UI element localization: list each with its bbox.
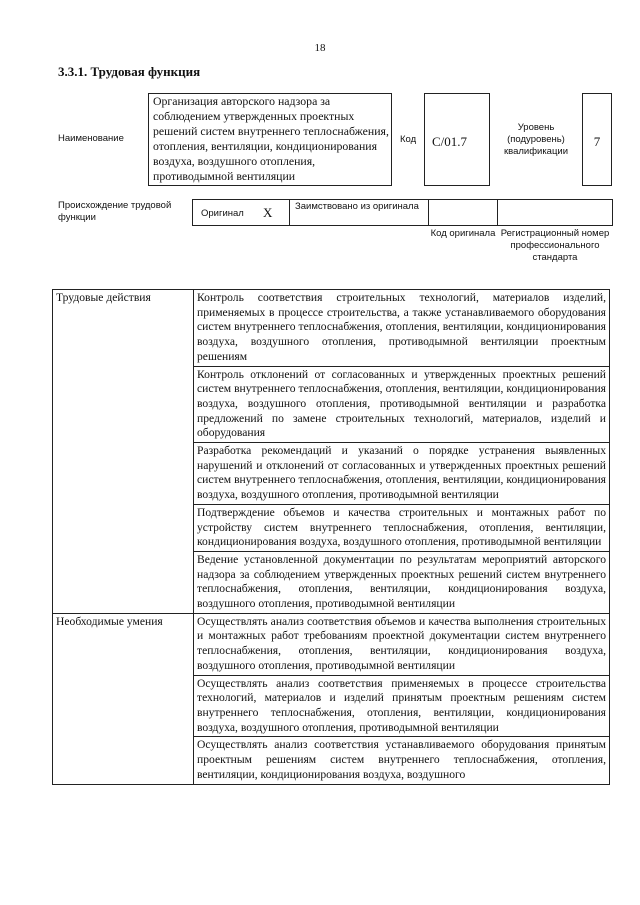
function-table bbox=[52, 289, 610, 785]
code-value-box bbox=[424, 93, 490, 186]
code-value: C/01.7 bbox=[432, 134, 468, 149]
table-row bbox=[53, 613, 610, 675]
section-item: Ведение установленной документации по результатам мероприятий авторского надзора за соблюдением утвержденных проектных решений систем внутреннего теплоснабжения, отопления, вентиляции, кондиционирования воздуха, воздушного отопления, противодымной вентиляции bbox=[194, 551, 610, 613]
function-name: Организация авторского надзора за соблюдением утвержденных проектных решений систем внутреннего теплоснабжения, отопления, вентиляции, кондиционирования воздуха, воздушного отопления, противодымной вентиляции bbox=[153, 94, 389, 183]
origin-code-caption: Код оригинала bbox=[430, 228, 496, 239]
name-label: Наименование bbox=[58, 133, 124, 144]
section-item: Осуществлять анализ соответствия применяемых в процессе строительства технологий, материалов и изделий принятым проектным решениям систем внутреннего теплоснабжения, отопления, вентиляции, кондиционирования воздуха, воздушного отопления, противодымной вентиляции bbox=[194, 675, 610, 737]
origin-code-box bbox=[428, 199, 498, 226]
reg-number-caption: Регистрационный номер профессионального стандарта bbox=[500, 228, 610, 263]
level-label: Уровень (подуровень) квалификации bbox=[503, 122, 569, 157]
section-item: Контроль соответствия строительных технологий, материалов изделий, применяемых в процессе строительства, а также устанавливаемого оборудования систем внутреннего теплоснабжения, отопления, вентиляции, кондиционирования воздуха, воздушного отопления, противодымной вентиляции проектным решениям bbox=[194, 290, 610, 367]
table-row bbox=[53, 290, 610, 367]
function-name-box bbox=[148, 93, 392, 186]
original-mark: X bbox=[263, 205, 273, 220]
section-item: Разработка рекомендаций и указаний о порядке устранения выявленных нарушений и отклонений от согласованных и утвержденных проектных решений систем внутреннего теплоснабжения, отопления, вентиляции, кондиционирования воздуха, воздушного отопления, противодымной вентиляции bbox=[194, 443, 610, 505]
section-item: Контроль отклонений от согласованных и утвержденных проектных решений систем внутреннего теплоснабжения, отопления, вентиляции, кондиционирования воздуха, воздушного отопления, противодымной вентиляции и разработка предложений по замене строительных технологий, материалов, изделий и оборудования bbox=[194, 366, 610, 443]
section-title: Трудовые действия bbox=[53, 290, 194, 614]
reg-number-box bbox=[497, 199, 613, 226]
code-label: Код bbox=[400, 134, 417, 145]
original-box bbox=[192, 199, 290, 226]
section-item: Подтверждение объемов и качества строительных и монтажных работ по устройству систем внутреннего теплоснабжения, отопления, вентиляции, кондиционирования воздуха, воздушного отопления, противодымной вентиляции bbox=[194, 504, 610, 551]
original-label: Оригинал bbox=[201, 208, 244, 219]
page-number: 18 bbox=[314, 42, 326, 54]
borrowed-label: Заимствовано из оригинала bbox=[295, 201, 419, 212]
borrowed-box bbox=[289, 199, 429, 226]
origin-label: Происхождение трудовой функции bbox=[58, 200, 172, 223]
section-title: Необходимые умения bbox=[53, 613, 194, 784]
section-heading: 3.3.1. Трудовая функция bbox=[58, 64, 201, 79]
section-item: Осуществлять анализ соответствия устанавливаемого оборудования принятым проектным решениям систем внутреннего теплоснабжения, отопления, вентиляции, кондиционирования воздуха, воздушного bbox=[194, 737, 610, 784]
level-value: 7 bbox=[593, 134, 601, 149]
level-value-box bbox=[582, 93, 612, 186]
section-item: Осуществлять анализ соответствия объемов и качества выполнения строительных и монтажных работ требованиям проектной документации систем внутреннего теплоснабжения, отопления, вентиляции, кондиционирования воздуха, воздушного отопления, противодымной вентиляции bbox=[194, 613, 610, 675]
